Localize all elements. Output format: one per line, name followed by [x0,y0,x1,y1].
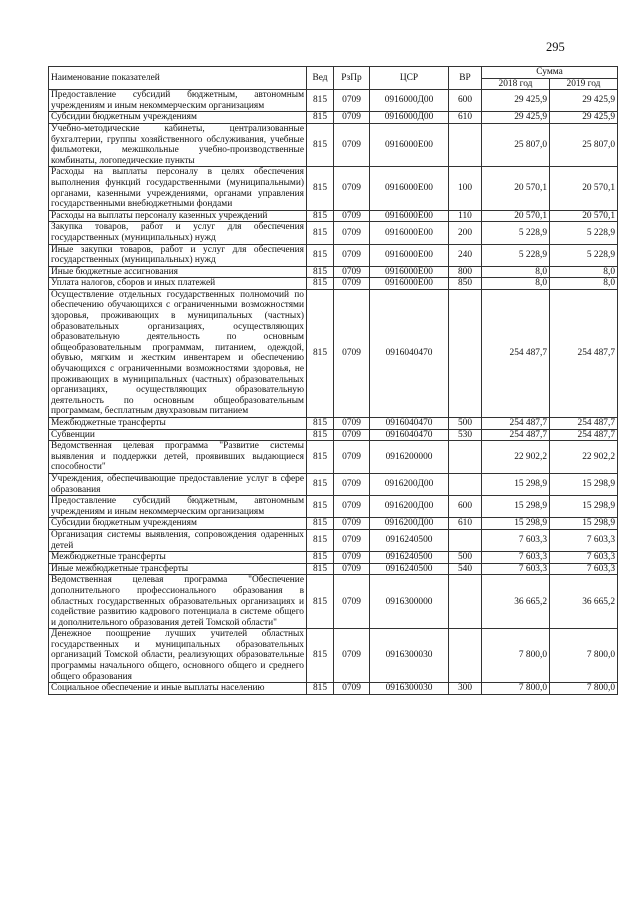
cell-name: Учебно-методические кабинеты, централизованные бухгалтерии, группы хозяйственного обслуживания, учебные фильмотеки, межшкольные учебно-производственные комбинаты, логопедические пункты [49,123,307,166]
cell-vr [449,575,482,629]
cell-2018: 15 298,9 [482,496,550,518]
cell-ved: 815 [307,278,334,290]
header-year-2019: 2019 год [550,78,618,90]
cell-2019: 7 800,0 [550,683,618,695]
header-ved: Вед [307,67,334,90]
cell-ved: 815 [307,563,334,575]
table-row [49,123,618,166]
cell-csr: 0916000Е00 [370,278,449,290]
cell-csr: 0916200Д00 [370,518,449,530]
cell-2019: 29 425,9 [550,90,618,112]
cell-csr: 0916300030 [370,629,449,683]
cell-name: Иные закупки товаров, работ и услуг для обеспечения государственных (муниципальных) нужд [49,244,307,266]
cell-rzpr: 0709 [334,473,370,495]
cell-ved: 815 [307,112,334,124]
cell-rzpr: 0709 [334,289,370,417]
header-sum: Сумма [482,67,618,79]
cell-name: Ведомственная целевая программа "Развитие системы выявления и поддержки детей, проявивших выдающиеся способности" [49,441,307,474]
cell-csr: 0916200Д00 [370,473,449,495]
cell-ved: 815 [307,266,334,278]
cell-csr: 0916000Д00 [370,90,449,112]
cell-2018: 36 665,2 [482,575,550,629]
cell-ved: 815 [307,629,334,683]
cell-vr: 110 [449,210,482,222]
cell-csr: 0916000Е00 [370,167,449,210]
cell-name: Осуществление отдельных государственных полномочий по обеспечению обучающихся с ограниченными возможностями здоровья, проживающих в муниципальных (частных) образовательных организациях, осуществляющих образовательную деятельность по основным общеобразовательным программам, питанием, одеждой, обувью, мягким и жестким инвентарем и обеспечению обучающихся с ограниченными возможностями здоровья, не проживающих в муниципальных (частных) образовательных организациях, осуществляющих образовательную деятельность по основным общеобразовательным программам, бесплатным двухразовым питанием [49,289,307,417]
cell-vr [449,529,482,551]
table-row [49,429,618,441]
cell-ved: 815 [307,90,334,112]
table-row [49,552,618,564]
cell-name: Денежное поощрение лучших учителей областных государственных и муниципальных образовательных организаций Томской области, реализующих образовательные программы начального общего, основного общего и среднего общего образования [49,629,307,683]
cell-name: Иные бюджетные ассигнования [49,266,307,278]
cell-2019: 15 298,9 [550,518,618,530]
cell-ved: 815 [307,123,334,166]
table-row [49,289,618,417]
cell-2018: 29 425,9 [482,112,550,124]
cell-2019: 20 570,1 [550,167,618,210]
cell-csr: 0916000Е00 [370,266,449,278]
cell-2018: 5 228,9 [482,222,550,244]
cell-csr: 0916040470 [370,429,449,441]
cell-csr: 0916040470 [370,289,449,417]
header-rzpr: РзПр [334,67,370,90]
cell-rzpr: 0709 [334,441,370,474]
header-csr: ЦСР [370,67,449,90]
cell-name: Субвенции [49,429,307,441]
cell-name: Учреждения, обеспечивающие предоставление услуг в сфере образования [49,473,307,495]
cell-2019: 5 228,9 [550,222,618,244]
header-vr: ВР [449,67,482,90]
cell-ved: 815 [307,418,334,430]
cell-2018: 7 800,0 [482,683,550,695]
table-row [49,683,618,695]
cell-2018: 29 425,9 [482,90,550,112]
cell-2019: 22 902,2 [550,441,618,474]
cell-vr [449,441,482,474]
cell-rzpr: 0709 [334,112,370,124]
cell-2018: 7 603,3 [482,529,550,551]
cell-2018: 20 570,1 [482,210,550,222]
cell-name: Иные межбюджетные трансферты [49,563,307,575]
cell-name: Расходы на выплаты персоналу казенных учреждений [49,210,307,222]
cell-2019: 7 603,3 [550,563,618,575]
table-row [49,210,618,222]
cell-ved: 815 [307,441,334,474]
cell-2018: 5 228,9 [482,244,550,266]
cell-rzpr: 0709 [334,629,370,683]
cell-rzpr: 0709 [334,518,370,530]
table-row [49,278,618,290]
cell-csr: 0916000Е00 [370,222,449,244]
cell-2018: 15 298,9 [482,518,550,530]
cell-2018: 8,0 [482,266,550,278]
cell-ved: 815 [307,167,334,210]
cell-2019: 254 487,7 [550,289,618,417]
cell-vr: 540 [449,563,482,575]
cell-ved: 815 [307,289,334,417]
table-row [49,518,618,530]
cell-2018: 254 487,7 [482,429,550,441]
table-row [49,496,618,518]
cell-csr: 0916040470 [370,418,449,430]
cell-name: Предоставление субсидий бюджетным, автономным учреждениям и иным некоммерческим организациям [49,496,307,518]
cell-vr: 200 [449,222,482,244]
cell-rzpr: 0709 [334,575,370,629]
cell-2019: 254 487,7 [550,429,618,441]
cell-ved: 815 [307,552,334,564]
cell-2019: 29 425,9 [550,112,618,124]
cell-rzpr: 0709 [334,496,370,518]
cell-vr [449,289,482,417]
cell-vr: 500 [449,552,482,564]
cell-2019: 36 665,2 [550,575,618,629]
table-row [49,629,618,683]
cell-2019: 20 570,1 [550,210,618,222]
cell-rzpr: 0709 [334,552,370,564]
cell-ved: 815 [307,575,334,629]
cell-name: Межбюджетные трансферты [49,418,307,430]
cell-vr: 500 [449,418,482,430]
cell-rzpr: 0709 [334,529,370,551]
cell-csr: 0916240500 [370,529,449,551]
table-row [49,529,618,551]
table-row [49,90,618,112]
cell-ved: 815 [307,210,334,222]
cell-rzpr: 0709 [334,418,370,430]
cell-2018: 7 603,3 [482,563,550,575]
cell-rzpr: 0709 [334,210,370,222]
cell-2019: 254 487,7 [550,418,618,430]
cell-vr: 240 [449,244,482,266]
cell-csr: 0916300030 [370,683,449,695]
cell-2019: 7 603,3 [550,529,618,551]
page-number: 295 [546,40,565,54]
cell-name: Организация системы выявления, сопровождения одаренных детей [49,529,307,551]
cell-rzpr: 0709 [334,222,370,244]
cell-2019: 15 298,9 [550,473,618,495]
cell-name: Уплата налогов, сборов и иных платежей [49,278,307,290]
cell-csr: 0916000Е00 [370,123,449,166]
cell-vr: 100 [449,167,482,210]
cell-rzpr: 0709 [334,563,370,575]
cell-csr: 0916240500 [370,563,449,575]
cell-name: Закупка товаров, работ и услуг для обеспечения государственных (муниципальных) нужд [49,222,307,244]
cell-ved: 815 [307,222,334,244]
cell-vr: 530 [449,429,482,441]
budget-table [48,66,618,695]
table-row [49,167,618,210]
cell-ved: 815 [307,496,334,518]
cell-csr: 0916240500 [370,552,449,564]
cell-vr: 600 [449,90,482,112]
cell-name: Социальное обеспечение и иные выплаты населению [49,683,307,695]
header-year-2018: 2018 год [482,78,550,90]
cell-ved: 815 [307,683,334,695]
cell-name: Межбюджетные трансферты [49,552,307,564]
cell-2019: 15 298,9 [550,496,618,518]
cell-name: Предоставление субсидий бюджетным, автономным учреждениям и иным некоммерческим организациям [49,90,307,112]
cell-ved: 815 [307,244,334,266]
table-row [49,575,618,629]
header-name: Наименование показателей [49,67,307,90]
cell-vr: 600 [449,496,482,518]
cell-2018: 254 487,7 [482,289,550,417]
cell-vr [449,473,482,495]
cell-2019: 25 807,0 [550,123,618,166]
cell-vr: 800 [449,266,482,278]
cell-vr [449,629,482,683]
cell-2019: 7 603,3 [550,552,618,564]
cell-csr: 0916200Д00 [370,496,449,518]
cell-vr: 610 [449,112,482,124]
cell-csr: 0916300000 [370,575,449,629]
cell-name: Субсидии бюджетным учреждениям [49,112,307,124]
cell-2018: 20 570,1 [482,167,550,210]
cell-rzpr: 0709 [334,167,370,210]
cell-2018: 22 902,2 [482,441,550,474]
cell-2019: 8,0 [550,278,618,290]
table-row [49,418,618,430]
table-row [49,222,618,244]
cell-2018: 7 603,3 [482,552,550,564]
cell-2018: 15 298,9 [482,473,550,495]
cell-ved: 815 [307,473,334,495]
cell-2018: 25 807,0 [482,123,550,166]
cell-csr: 0916200000 [370,441,449,474]
cell-2018: 254 487,7 [482,418,550,430]
cell-csr: 0916000Е00 [370,210,449,222]
cell-rzpr: 0709 [334,123,370,166]
cell-vr: 610 [449,518,482,530]
cell-ved: 815 [307,529,334,551]
cell-name: Субсидии бюджетным учреждениям [49,518,307,530]
cell-name: Расходы на выплаты персоналу в целях обеспечения выполнения функций государственными (муниципальными) органами, казенными учреждениями, органами управления государственными внебюджетными фондами [49,167,307,210]
cell-rzpr: 0709 [334,429,370,441]
cell-rzpr: 0709 [334,683,370,695]
cell-2019: 7 800,0 [550,629,618,683]
table-row [49,563,618,575]
cell-2019: 5 228,9 [550,244,618,266]
table-row [49,244,618,266]
cell-rzpr: 0709 [334,266,370,278]
cell-rzpr: 0709 [334,278,370,290]
cell-rzpr: 0709 [334,90,370,112]
cell-2018: 7 800,0 [482,629,550,683]
table-row [49,266,618,278]
cell-vr: 300 [449,683,482,695]
cell-ved: 815 [307,429,334,441]
cell-2019: 8,0 [550,266,618,278]
table-row [49,441,618,474]
cell-csr: 0916000Е00 [370,244,449,266]
table-row [49,112,618,124]
cell-name: Ведомственная целевая программа "Обеспечение дополнительного профессионального образования в областных государственных образовательных организациях и содействие развитию кадрового потенциала в системе общего и дополнительного образования детей Томской области" [49,575,307,629]
cell-rzpr: 0709 [334,244,370,266]
cell-vr [449,123,482,166]
cell-csr: 0916000Д00 [370,112,449,124]
cell-vr: 850 [449,278,482,290]
table-row [49,473,618,495]
cell-2018: 8,0 [482,278,550,290]
cell-ved: 815 [307,518,334,530]
